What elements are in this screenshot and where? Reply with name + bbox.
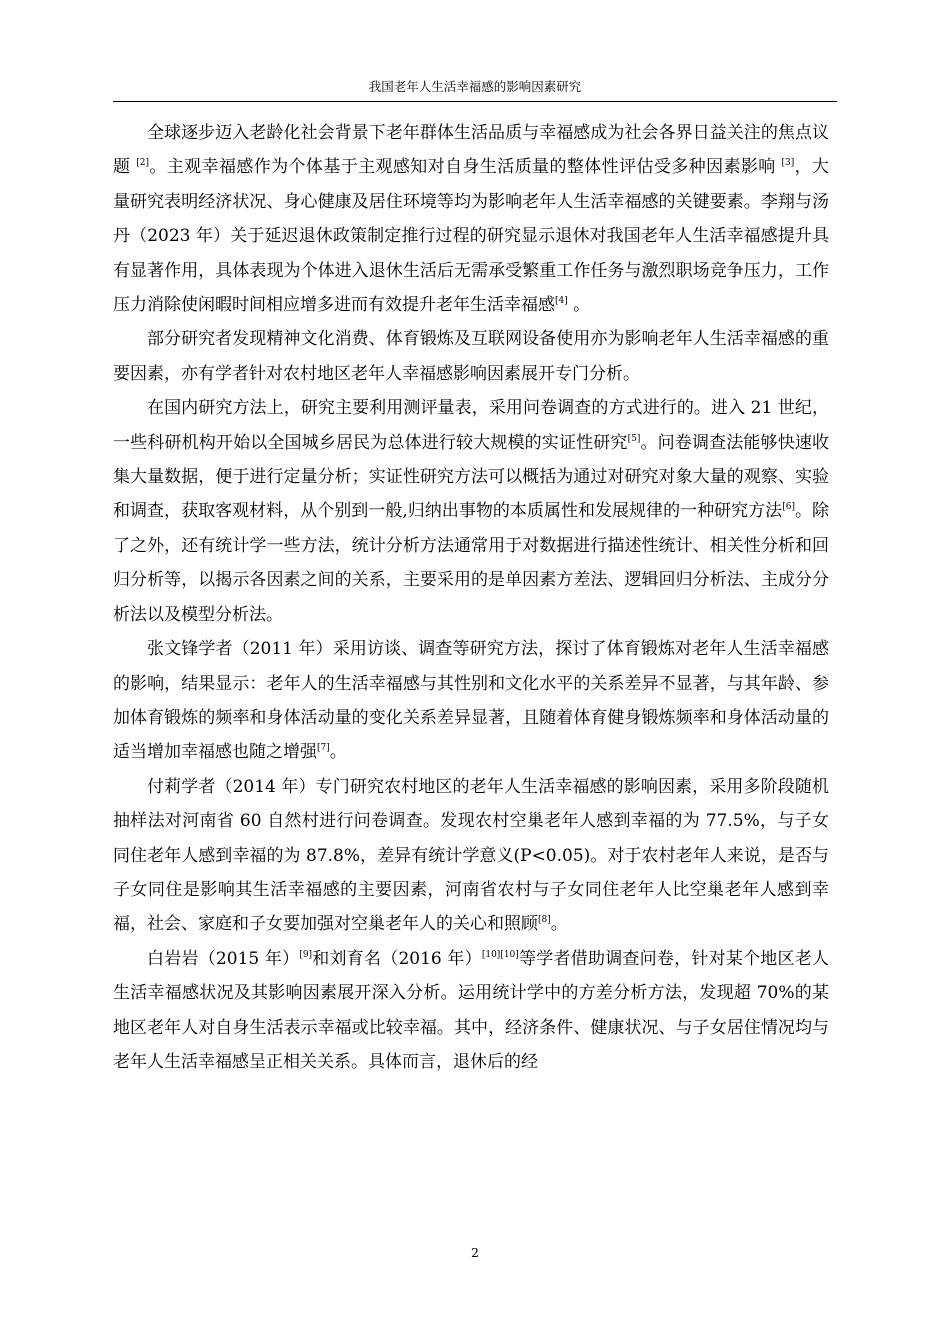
citation-ref: [7] bbox=[317, 743, 330, 754]
citation-ref: [8] bbox=[538, 915, 551, 926]
citation-ref: [10][10] bbox=[481, 949, 519, 960]
citation-ref: [3] bbox=[781, 158, 795, 169]
citation-ref: [6] bbox=[782, 502, 795, 513]
paragraph-fu-li bbox=[113, 770, 829, 942]
citation-ref: [4] bbox=[555, 296, 568, 307]
citation-ref: [2] bbox=[136, 158, 149, 169]
text-segment: 。问卷调查法能够快速收集大量数据，便于进行定量分析；实证性研究方法可以概括为通过对研究对象大量的观察、实验和调查，获取客观材料，从个别到一般,归纳出事物的本质属性和发展规律的一种研究方法 bbox=[113, 432, 830, 522]
text-segment: 部分研究者发现精神文化消费、体育锻炼及互联网设备使用亦为影响老年人生活幸福感的重要因素，亦有学者针对农村地区老年人幸福感影响因素展开专门分析。 bbox=[113, 329, 829, 384]
text-segment: 。 bbox=[550, 914, 568, 935]
text-segment: 。除了之外，还有统计学一些方法，统计分析方法通常用于对数据进行描述性统计、相关性分析和回归分析等，以揭示各因素之间的关系，主要采用的是单因素方差法、逻辑回归分析法、主成分分析法以及模型分析法。 bbox=[113, 501, 830, 625]
paragraph-zhang-wenfeng bbox=[113, 632, 829, 770]
text-segment: 。主观幸福感作为个体基于主观感知对自身生活质量的整体性评估受多种因素影响 bbox=[148, 157, 782, 178]
text-segment: 在国内研究方法上，研究主要利用测评量表，采用问卷调查的方式进行的。进入 21 世纪，一些科研机构开始以全国城乡居民为总体进行较大规模的实证性研究 bbox=[113, 398, 829, 453]
body-text bbox=[113, 116, 829, 1079]
paragraph-aging-background bbox=[113, 116, 829, 322]
citation-ref: [9] bbox=[299, 949, 313, 960]
text-segment: 。 bbox=[329, 742, 347, 763]
header-divider bbox=[113, 101, 837, 102]
citation-ref: [5] bbox=[627, 433, 641, 444]
text-segment: 。 bbox=[567, 295, 591, 316]
text-segment: 付莉学者（2014 年）专门研究农村地区的老年人生活幸福感的影响因素，采用多阶段随机抽样法对河南省 60 自然村进行问卷调查。发现农村空巢老年人感到幸福的为 77.5%，与子女同住老年人感到幸福的为 87.8%，差异有统计学意义(P<0.05)。对于农村老年人来说，是否与子女同住是影响其生活幸福感的主要因素，河南省农村与子女同住老年人比空巢老年人感到幸福，社会、家庭和子女要加强对空巢老年人的关心和照顾 bbox=[113, 776, 829, 935]
page-number: 2 bbox=[471, 1245, 479, 1260]
text-segment: ，大量研究表明经济状况、身心健康及居住环境等均为影响老年人生活幸福感的关键要素。李翔与汤丹（2023 年）关于延迟退休政策制定推行过程的研究显示退休对我国老年人生活幸福感提升具有显著作用，具体表现为个体进入退休生活后无需承受繁重工作任务与激烈职场竞争压力，工作压力消除使闲暇时间相应增多进而有效提升老年生活幸福感 bbox=[113, 157, 829, 316]
text-segment: 和刘育名（2016 年） bbox=[312, 948, 482, 969]
text-segment: 白岩岩（2015 年） bbox=[147, 948, 300, 969]
text-segment: 张文锋学者（2011 年）采用访谈、调查等研究方法，探讨了体育锻炼对老年人生活幸福感的影响，结果显示：老年人的生活幸福感与其性别和文化水平的关系差异不显著，与其年龄、参加体育锻炼的频率和身体活动量的变化关系差异显著，且随着体育健身锻炼频率和身体活动量的适当增加幸福感也随之增强 bbox=[113, 639, 829, 763]
paragraph-other-factors bbox=[113, 322, 829, 391]
paragraph-bai-liu bbox=[113, 942, 829, 1080]
text-segment: 全球逐步迈入老龄化社会背景下老年群体生活品质与幸福感成为社会各界日益关注的焦点议题 bbox=[113, 123, 829, 178]
paragraph-research-methods bbox=[113, 391, 829, 632]
text-segment: 等学者借助调查问卷，针对某个地区老人生活幸福感状况及其影响因素展开深入分析。运用统计学中的方差分析方法，发现超 70%的某地区老年人对自身生活表示幸福或比较幸福。其中，经济条件、健康状况、与子女居住情况均与老年人生活幸福感呈正相关关系。具体而言，退休后的经 bbox=[113, 948, 830, 1072]
running-header: 我国老年人生活幸福感的影响因素研究 bbox=[368, 79, 582, 94]
